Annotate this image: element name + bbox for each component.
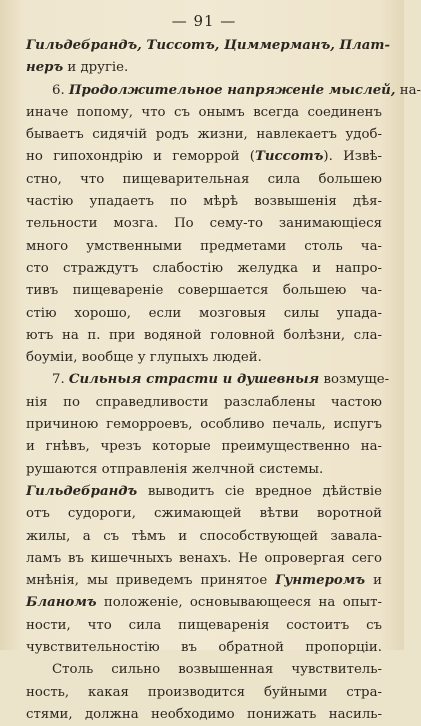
emphasized-text: Гильдебрандъ xyxy=(26,483,138,499)
text-segment: частію упадаетъ по мѣрѣ возвышенія дѣя- xyxy=(26,194,382,210)
text-segment: и xyxy=(365,573,382,589)
text-segment: ). Извѣ- xyxy=(323,149,382,165)
text-line xyxy=(26,258,382,280)
text-segment: Столь сильно возвышенная чувствитель- xyxy=(52,662,382,678)
text-segment: выводитъ сіе вредное дѣйствіе xyxy=(137,483,382,499)
text-segment: чувствительностію въ обратной пропорціи. xyxy=(26,640,382,656)
text-line xyxy=(26,102,382,124)
text-segment: бываетъ сидячій родъ жизни, навлекаетъ удоб- xyxy=(26,127,382,143)
text-line xyxy=(26,459,382,481)
text-line xyxy=(26,503,382,525)
emphasized-text: Гильдебрандъ, Тиссотъ, Циммерманъ, Плат- xyxy=(26,38,390,53)
text-line xyxy=(26,481,382,503)
text-line xyxy=(26,213,382,235)
text-line xyxy=(26,659,382,681)
text-segment: ность, какая производится буйными стра- xyxy=(26,684,382,700)
text-line xyxy=(26,169,382,191)
page-number-header: — 91 — xyxy=(171,12,237,30)
text-line xyxy=(26,35,390,57)
text-segment: но гипохондрію и геморрой ( xyxy=(26,149,255,165)
text-line xyxy=(26,704,382,726)
body-text xyxy=(26,35,421,726)
text-line xyxy=(26,146,382,168)
text-line xyxy=(26,124,382,146)
text-line xyxy=(26,436,382,458)
text-segment: много умственными предметами столь ча- xyxy=(26,238,382,254)
text-segment: стно, что пищеварительная сила большею xyxy=(26,171,382,187)
text-segment: мнѣнія, мы приведемъ принятое xyxy=(26,573,276,589)
text-segment: на- xyxy=(395,82,421,98)
text-segment: стями, должна необходимо понижать насиль- xyxy=(26,706,382,722)
text-line xyxy=(26,637,382,659)
text-segment: 6. xyxy=(52,82,69,98)
text-segment: боуміи, вообще у глупыхъ людей. xyxy=(26,350,262,366)
text-line xyxy=(26,303,382,325)
text-segment: иначе попому, что съ онымъ всегда соединенъ xyxy=(26,104,382,120)
text-segment: тивъ пищевареніе совершается большею ча- xyxy=(26,283,382,299)
text-segment: тельности мозга. По сему-то занимающіеся xyxy=(26,216,382,232)
text-line xyxy=(26,57,382,79)
text-segment: возмуще- xyxy=(319,372,390,388)
emphasized-text: Сильныя страсти и душевныя xyxy=(68,372,320,388)
text-segment: ности, что сила пищеваренія состоитъ съ xyxy=(26,617,382,633)
emphasized-text: Продолжительное напряженіе мыслей, xyxy=(68,82,396,98)
text-line xyxy=(26,414,382,436)
text-segment: отъ судороги, сжимающей вѣтви воротной xyxy=(26,506,382,522)
text-line xyxy=(26,570,382,592)
text-line xyxy=(26,236,382,258)
text-segment: 7. xyxy=(52,372,69,388)
text-segment: и гнѣвъ, чрезъ которые преимущественно на- xyxy=(26,439,382,455)
text-segment: рушаются отправленія желчной системы. xyxy=(26,461,324,477)
text-segment: ламъ въ кишечныхъ венахъ. Не опровергая сего xyxy=(26,550,382,566)
text-line xyxy=(26,347,382,369)
emphasized-text: Бланомъ xyxy=(26,595,97,611)
text-segment: причиною геморроевъ, особливо печаль, испугъ xyxy=(26,417,382,433)
text-line xyxy=(26,80,421,102)
text-segment: стію хорошо, если мозговыя силы упада- xyxy=(26,305,382,321)
text-line xyxy=(26,325,382,347)
text-segment: сто страждутъ слабостію желудка и напро- xyxy=(26,260,382,276)
text-line xyxy=(26,526,382,548)
emphasized-text: неръ xyxy=(26,60,64,76)
text-line xyxy=(26,280,382,302)
text-segment: нія по справедливости разслаблены частою xyxy=(26,394,382,410)
emphasized-text: Тиссотъ xyxy=(255,149,324,165)
text-line xyxy=(26,191,382,213)
text-segment: ютъ на п. при водяной головной болѣзни, сла- xyxy=(26,327,382,343)
text-segment: и другіе. xyxy=(63,60,129,76)
text-segment: положеніе, основывающееся на опыт- xyxy=(96,595,382,611)
text-line xyxy=(26,369,390,391)
text-line xyxy=(26,592,382,614)
text-line xyxy=(26,392,382,414)
text-segment: жилы, а съ тѣмъ и способствующей завала- xyxy=(26,528,382,544)
emphasized-text: Гунтеромъ xyxy=(275,573,366,589)
text-line xyxy=(26,615,382,637)
text-line xyxy=(26,682,382,704)
text-line xyxy=(26,548,382,570)
